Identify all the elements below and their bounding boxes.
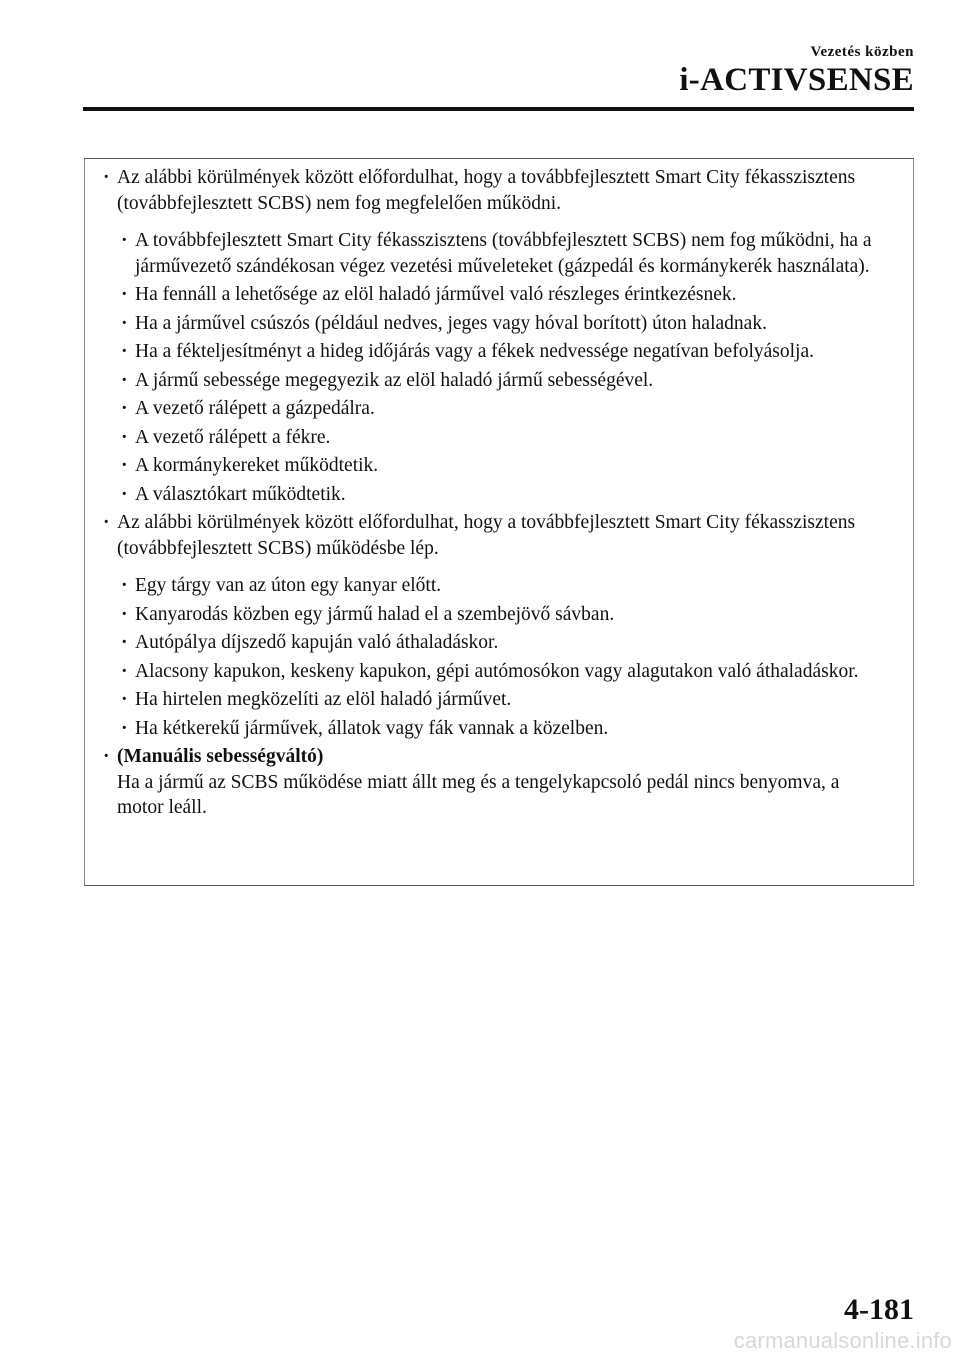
list-item: · Ha a járművel csúszós (például nedves, jeges vagy hóval borított) úton haladnak. <box>121 311 873 337</box>
bullet-text: Ha a jármű az SCBS működése miatt állt meg és a tengelykapcsoló pedál nincs benyomva, a motor leáll. <box>117 771 840 818</box>
chapter-label: Vezetés közben <box>810 44 914 60</box>
list-item: · Egy tárgy van az úton egy kanyar előtt. <box>121 573 873 599</box>
bullet-not-working <box>103 165 873 216</box>
list-item: · A vezető rálépett a fékre. <box>121 425 873 451</box>
list-item: · Kanyarodás közben egy jármű halad el a szembejövő sávban. <box>121 602 873 628</box>
list-item: · Alacsony kapukon, keskeny kapukon, gépi autómosókon vagy alagutakon való áthaladáskor. <box>121 659 873 685</box>
bullet-text: Az alábbi körülmények között előfordulhat, hogy a továbbfejlesztett Smart City fékasszisztens (továbbfejlesztett SCBS) nem fog megfelelően működni. <box>117 167 856 214</box>
list-item: · A kormánykereket működtetik. <box>121 453 873 479</box>
bullet-manual-transmission <box>103 744 873 821</box>
bullet-text: Az alábbi körülmények között előfordulhat, hogy a továbbfejlesztett Smart City fékasszisztens (továbbfejlesztett SCBS) működésbe lép. <box>117 512 856 559</box>
watermark: carmanualsonline.info <box>733 1328 952 1353</box>
header-rule <box>83 107 914 111</box>
list-item: · Ha hirtelen megközelíti az elöl haladó járművet. <box>121 687 873 713</box>
notice-box <box>84 158 914 886</box>
page-number: 4-181 <box>844 1293 914 1326</box>
list-item: · A továbbfejlesztett Smart City fékasszisztens (továbbfejlesztett SCBS) nem fog működni, ha a járművezető szándékosan végez vezetési műveleteket (gázpedál és kormánykerék használata). <box>121 228 873 279</box>
sub-list-may-activate <box>121 573 873 741</box>
bullet-may-activate <box>103 510 873 561</box>
list-item: · Ha a fékteljesítményt a hideg időjárás vagy a fékek nedvessége negatívan befolyásolja. <box>121 339 873 365</box>
list-item: · A választókart működtetik. <box>121 482 873 508</box>
list-item: · Autópálya díjszedő kapuján való áthaladáskor. <box>121 630 873 656</box>
section-title: i-ACTIVSENSE <box>679 62 914 98</box>
bullet-heading: · (Manuális sebességváltó) <box>117 746 324 767</box>
list-item: · A jármű sebessége megegyezik az elöl haladó jármű sebességével. <box>121 368 873 394</box>
list-item: · Ha fennáll a lehetősége az elöl haladó járművel való részleges érintkezésnek. <box>121 282 873 308</box>
sub-list-not-working <box>121 228 873 507</box>
list-item: · A vezető rálépett a gázpedálra. <box>121 396 873 422</box>
list-item: · Ha kétkerekű járművek, állatok vagy fák vannak a közelben. <box>121 716 873 742</box>
